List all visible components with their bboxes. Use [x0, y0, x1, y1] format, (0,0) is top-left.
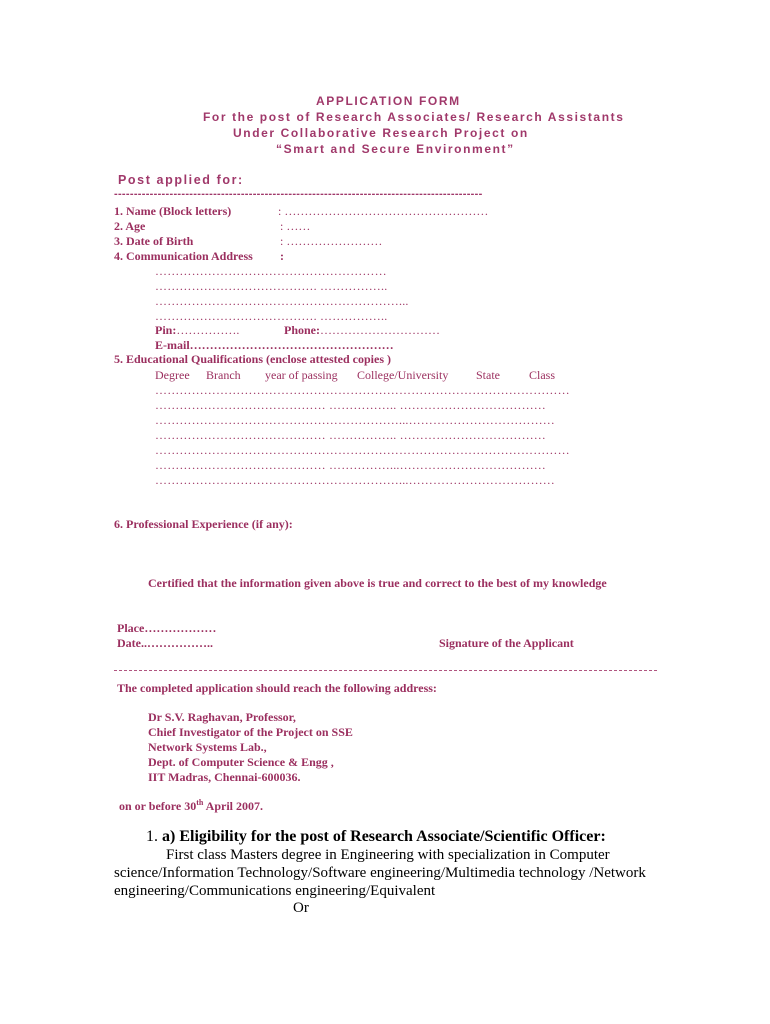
address-line: Network Systems Lab., — [148, 740, 267, 754]
name-field[interactable]: : …………………………………………… — [278, 204, 489, 218]
education-row[interactable]: ………………………………………………………………………………………… — [155, 443, 570, 457]
dob-label: 3. Date of Birth — [114, 234, 194, 248]
project-name: “Smart and Secure Environment” — [276, 142, 515, 156]
address-line[interactable]: ………………………………………………… — [155, 264, 387, 278]
education-col-college: College/University — [357, 368, 449, 382]
address-line: Chief Investigator of the Project on SSE — [148, 725, 353, 739]
address-line[interactable]: ……………………………………………………... — [155, 294, 409, 308]
education-heading: 5. Educational Qualifications (enclose attested copies ) — [114, 352, 391, 366]
address-intro: The completed application should reach the following address: — [117, 681, 437, 695]
pin-field[interactable]: ……………. — [176, 323, 240, 337]
education-col-class: Class — [529, 368, 556, 382]
education-row[interactable]: …………………………………… …………….. ……………………………… — [155, 428, 546, 442]
eligibility-line: First class Masters degree in Engineering with specialization in Computer — [166, 847, 610, 863]
place-field[interactable]: Place……………… — [117, 621, 217, 635]
dob-field[interactable]: : …………………… — [280, 234, 383, 248]
education-col-state: State — [476, 368, 500, 382]
address-label: 4. Communication Address — [114, 249, 253, 263]
phone-field[interactable]: ………………………… — [320, 323, 440, 337]
form-subtitle: For the post of Research Associates/ Research Assistants — [203, 110, 625, 124]
deadline-suffix: April 2007. — [203, 799, 264, 813]
deadline — [119, 798, 263, 814]
age-label: 2. Age — [114, 219, 146, 233]
address-line[interactable]: …………………………………. …………….. — [155, 309, 388, 323]
eligibility-title: a) Eligibility for the post of Research Associate/Scientific Officer: — [162, 828, 606, 845]
education-col-branch: Branch — [206, 368, 241, 382]
email-field[interactable]: …………………………………………… — [189, 338, 394, 352]
pin-row — [155, 323, 239, 338]
education-row[interactable]: …………………………………… …………….. ……………………………… — [155, 398, 546, 412]
address-colon: : — [280, 249, 284, 263]
form-subtitle-2: Under Collaborative Research Project on — [233, 126, 529, 140]
eligibility-number: 1. — [146, 828, 162, 845]
name-label: 1. Name (Block letters) — [114, 204, 232, 218]
education-col-year: year of passing — [265, 368, 338, 382]
education-row[interactable]: …………………………………… ……………...……………………………… — [155, 458, 546, 472]
eligibility-line: science/Information Technology/Software engineering/Multimedia technology /Network — [114, 865, 646, 881]
phone-label: Phone: — [284, 323, 320, 337]
date-field[interactable]: Date..…………….. — [117, 636, 213, 650]
education-row[interactable]: ……………………………………………………...……………………………… — [155, 473, 555, 487]
experience-label: 6. Professional Experience (if any): — [114, 517, 293, 531]
eligibility-line: engineering/Communications engineering/Equivalent — [114, 883, 436, 899]
deadline-sup: th — [196, 798, 204, 807]
address-line: Dept. of Computer Science & Engg , — [148, 755, 334, 769]
pin-label: Pin: — [155, 323, 177, 337]
post-applied-label: Post applied for: — [118, 173, 244, 187]
certification-text: Certified that the information given above is true and correct to the best of my knowledge — [148, 576, 607, 590]
education-row[interactable]: ……………………………………………………...……………………………… — [155, 413, 555, 427]
eligibility-or: Or — [293, 900, 309, 916]
signature-label: Signature of the Applicant — [439, 636, 574, 650]
age-field[interactable]: : …… — [280, 219, 311, 233]
form-title: APPLICATION FORM — [316, 94, 461, 108]
separator: --------------------------------------------------------------------------------------------- — [114, 188, 483, 200]
address-line: Dr S.V. Raghavan, Professor, — [148, 710, 296, 724]
education-row[interactable]: ………………………………………………………………………………………… — [155, 383, 570, 397]
education-col-degree: Degree — [155, 368, 190, 382]
deadline-prefix: on or before 30 — [119, 799, 197, 813]
email-label: E-mail — [155, 338, 190, 352]
address-line: IIT Madras, Chennai-600036. — [148, 770, 301, 784]
phone-row — [284, 323, 440, 338]
divider — [114, 670, 657, 671]
email-row — [155, 338, 394, 353]
eligibility-heading — [146, 828, 606, 846]
address-line[interactable]: …………………………………. …………….. — [155, 279, 388, 293]
